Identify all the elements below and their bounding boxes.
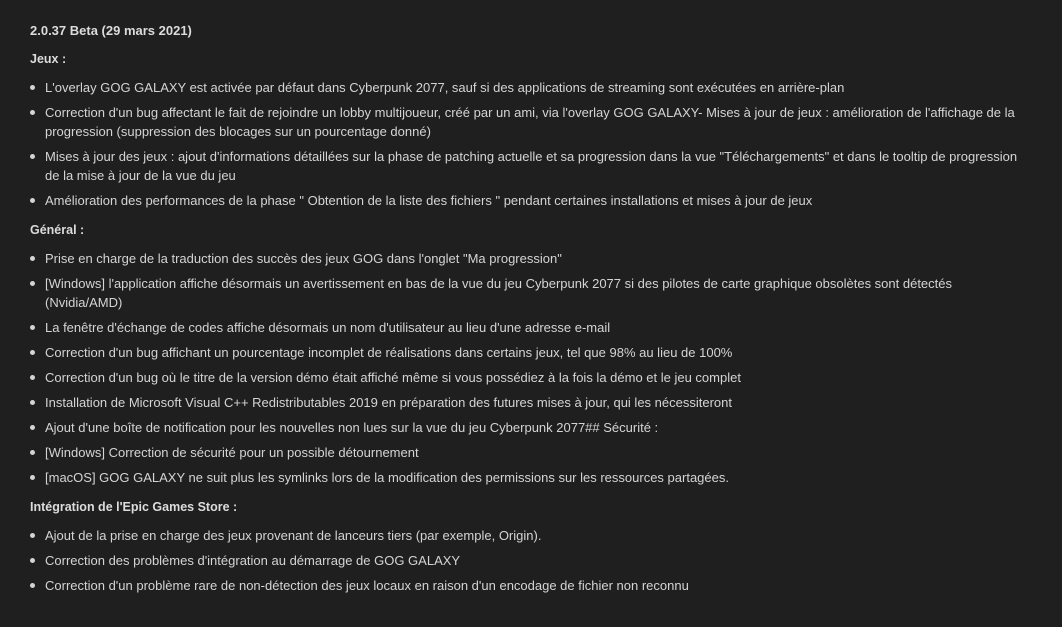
list-item: La fenêtre d'échange de codes affiche désormais un nom d'utilisateur au lieu d'une adresse e-mail — [30, 318, 1032, 337]
list-item: [macOS] GOG GALAXY ne suit plus les symlinks lors de la modification des permissions sur les ressources partagées. — [30, 468, 1032, 487]
list-item: Correction d'un bug affectant le fait de rejoindre un lobby multijoueur, créé par un ami, via l'overlay GOG GALAXY- Mises à jour de jeux : amélioration de l'affichage de la progression (suppression des blocages sur un pourcentage donné) — [30, 103, 1032, 141]
list-item: Correction d'un bug où le titre de la version démo était affiché même si vous possédiez à la fois la démo et le jeu complet — [30, 368, 1032, 387]
list-item: [Windows] Correction de sécurité pour un possible détournement — [30, 443, 1032, 462]
section-title-epic-integration: Intégration de l'Epic Games Store : — [30, 500, 238, 514]
list-item: Ajout de la prise en charge des jeux provenant de lanceurs tiers (par exemple, Origin). — [30, 526, 1032, 545]
section-list-general — [30, 249, 1032, 487]
list-item: Amélioration des performances de la phase " Obtention de la liste des fichiers " pendant certaines installations et mises à jour de jeux — [30, 191, 1032, 210]
section-list-games — [30, 78, 1032, 210]
list-item: Mises à jour des jeux : ajout d'informations détaillées sur la phase de patching actuelle et sa progression dans la vue "Téléchargements" et dans le tooltip de progression de la mise à jour de la vue du jeu — [30, 147, 1032, 185]
list-item: Correction d'un bug affichant un pourcentage incomplet de réalisations dans certains jeux, tel que 98% au lieu de 100% — [30, 343, 1032, 362]
section-title-general: Général : — [30, 223, 85, 237]
list-item: [Windows] l'application affiche désormais un avertissement en bas de la vue du jeu Cyberpunk 2077 si des pilotes de carte graphique obsolètes sont détectés (Nvidia/AMD) — [30, 274, 1032, 312]
list-item: Ajout d'une boîte de notification pour les nouvelles non lues sur la vue du jeu Cyberpunk 2077## Sécurité : — [30, 418, 1032, 437]
list-item: Prise en charge de la traduction des succès des jeux GOG dans l'onglet "Ma progression" — [30, 249, 1032, 268]
section-title-games: Jeux : — [30, 52, 67, 66]
release-version-heading: 2.0.37 Beta (29 mars 2021) — [30, 23, 192, 38]
section-list-epic-integration — [30, 526, 1032, 595]
list-item: L'overlay GOG GALAXY est activée par défaut dans Cyberpunk 2077, sauf si des applications de streaming sont exécutées en arrière-plan — [30, 78, 1032, 97]
list-item: Correction d'un problème rare de non-détection des jeux locaux en raison d'un encodage de fichier non reconnu — [30, 576, 1032, 595]
list-item: Correction des problèmes d'intégration au démarrage de GOG GALAXY — [30, 551, 1032, 570]
list-item: Installation de Microsoft Visual C++ Redistributables 2019 en préparation des futures mises à jour, qui les nécessiteront — [30, 393, 1032, 412]
